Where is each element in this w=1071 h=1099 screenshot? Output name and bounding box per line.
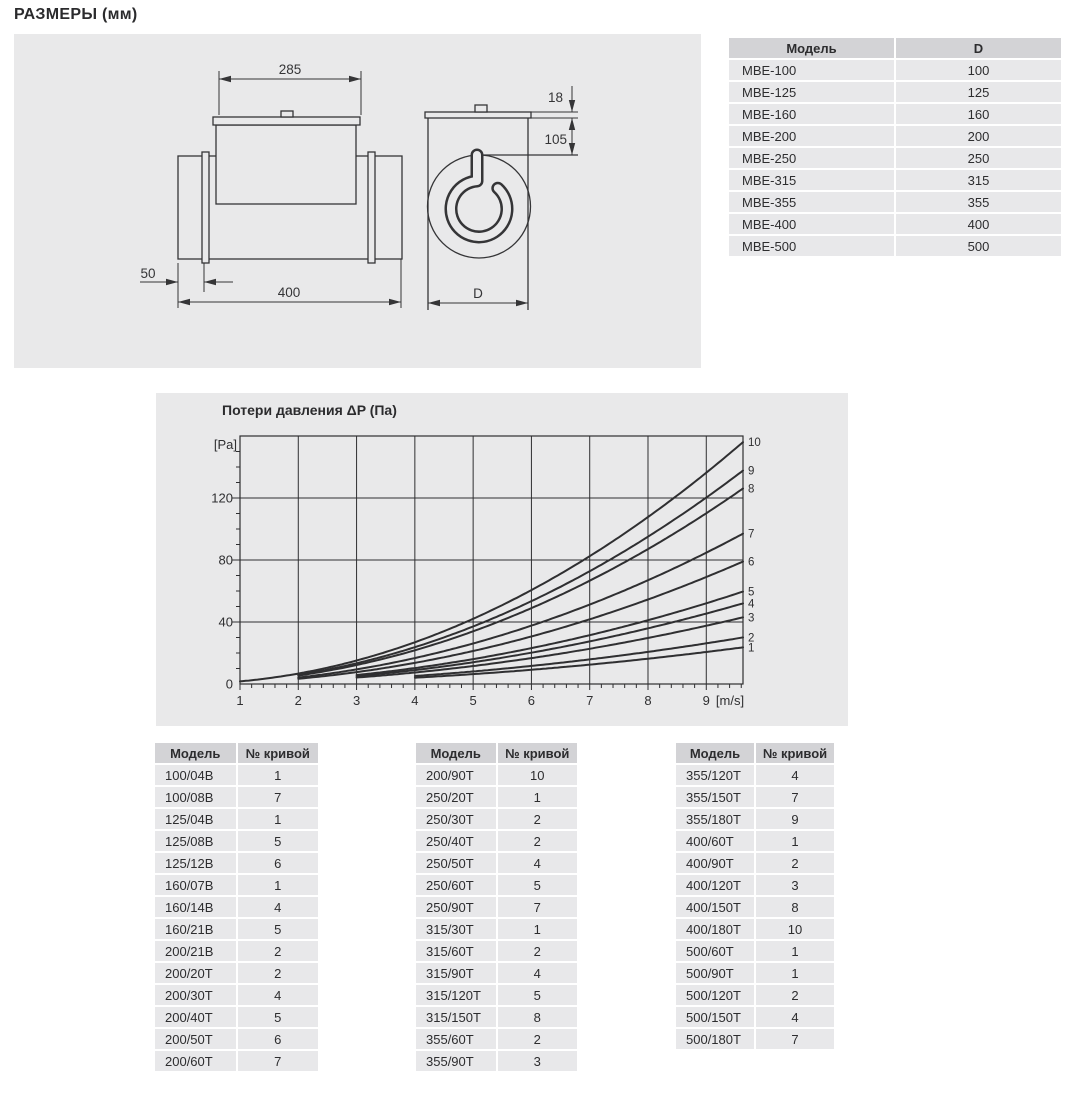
table-row — [729, 236, 1061, 256]
column-header: № кривой — [238, 743, 319, 763]
model-cell: МВЕ-500 — [729, 236, 894, 256]
model-cell: 500/90Т — [676, 963, 754, 983]
column-header: № кривой — [498, 743, 578, 763]
value-cell: 355 — [896, 192, 1061, 212]
table-row — [416, 1007, 577, 1027]
model-cell: 160/07В — [155, 875, 236, 895]
value-cell: 7 — [238, 787, 319, 807]
flange-left — [202, 152, 209, 263]
table-row — [676, 963, 834, 983]
column-header: Модель — [155, 743, 236, 763]
table-row — [155, 985, 318, 1005]
y-axis-tick-label: 0 — [225, 676, 233, 692]
value-cell: 4 — [238, 985, 319, 1005]
curve-table-2 — [414, 741, 579, 1073]
value-cell: 2 — [238, 963, 319, 983]
model-cell: 200/30Т — [155, 985, 236, 1005]
model-cell: 355/90Т — [416, 1051, 496, 1071]
value-cell: 6 — [238, 853, 319, 873]
table-row — [676, 919, 834, 939]
value-cell: 1 — [756, 963, 834, 983]
table-row — [676, 1029, 834, 1049]
curve-table-1-grid — [153, 741, 320, 1073]
table-row — [416, 765, 577, 785]
value-cell: 3 — [498, 1051, 578, 1071]
curve-label-4: 4 — [748, 598, 755, 611]
dim-label-flange-offset: 50 — [140, 266, 156, 281]
value-cell: 5 — [238, 831, 319, 851]
table-row — [155, 809, 318, 829]
table-row — [416, 875, 577, 895]
table-row — [155, 897, 318, 917]
value-cell: 2 — [756, 985, 834, 1005]
model-cell: 500/60Т — [676, 941, 754, 961]
model-cell: 500/180Т — [676, 1029, 754, 1049]
table-row — [155, 963, 318, 983]
value-cell: 1 — [498, 787, 578, 807]
curve-label-7: 7 — [748, 528, 755, 541]
model-cell: 250/50Т — [416, 853, 496, 873]
pressure-loss-chart — [156, 393, 848, 726]
model-cell: 250/40Т — [416, 831, 496, 851]
model-cell: 400/60Т — [676, 831, 754, 851]
table-row — [416, 919, 577, 939]
model-cell: 160/14В — [155, 897, 236, 917]
value-cell: 4 — [238, 897, 319, 917]
pressure-loss-chart-panel — [156, 393, 848, 726]
y-axis-tick-label: 80 — [218, 552, 233, 568]
model-cell: МВЕ-100 — [729, 60, 894, 80]
column-header: Модель — [729, 38, 894, 58]
table-row — [155, 853, 318, 873]
table-row — [416, 831, 577, 851]
flange-right — [368, 152, 375, 263]
model-cell: 355/60Т — [416, 1029, 496, 1049]
value-cell: 6 — [238, 1029, 319, 1049]
curve-table-1 — [153, 741, 320, 1073]
value-cell: 2 — [498, 831, 578, 851]
model-diameter-table — [727, 36, 1063, 258]
table-row — [676, 853, 834, 873]
cable-gland-side — [281, 111, 293, 117]
value-cell: 2 — [756, 853, 834, 873]
model-diameter-table-grid — [727, 36, 1063, 258]
table-row — [155, 875, 318, 895]
model-cell: 200/60Т — [155, 1051, 236, 1071]
value-cell: 5 — [498, 985, 578, 1005]
model-cell: МВЕ-400 — [729, 214, 894, 234]
technical-drawing — [14, 34, 701, 368]
table-row — [155, 787, 318, 807]
model-cell: 250/20Т — [416, 787, 496, 807]
x-axis-tick-label: 9 — [702, 693, 710, 708]
curve-table-3 — [674, 741, 836, 1051]
value-cell: 4 — [498, 963, 578, 983]
model-cell: 100/08В — [155, 787, 236, 807]
table-row — [676, 765, 834, 785]
model-cell: 355/120Т — [676, 765, 754, 785]
table-row — [729, 82, 1061, 102]
table-row — [416, 985, 577, 1005]
model-cell: 355/180Т — [676, 809, 754, 829]
table-row — [416, 809, 577, 829]
curve-label-2: 2 — [748, 632, 755, 645]
value-cell: 7 — [238, 1051, 319, 1071]
table-row — [676, 787, 834, 807]
model-cell: МВЕ-315 — [729, 170, 894, 190]
table-row — [416, 963, 577, 983]
value-cell: 160 — [896, 104, 1061, 124]
table-row — [155, 1051, 318, 1071]
value-cell: 1 — [756, 941, 834, 961]
model-cell: МВЕ-355 — [729, 192, 894, 212]
model-cell: 200/20Т — [155, 963, 236, 983]
column-header: Модель — [416, 743, 496, 763]
curve-label-8: 8 — [748, 483, 755, 496]
table-row — [416, 787, 577, 807]
table-row — [676, 897, 834, 917]
value-cell: 1 — [238, 875, 319, 895]
table-row — [676, 831, 834, 851]
x-axis-tick-label: 2 — [294, 693, 302, 708]
x-axis-tick-label: 3 — [352, 693, 361, 708]
table-row — [729, 192, 1061, 212]
value-cell: 2 — [238, 941, 319, 961]
model-cell: 100/04В — [155, 765, 236, 785]
y-axis-unit-label: [Pa] — [213, 437, 237, 452]
table-row — [676, 1007, 834, 1027]
x-axis-tick-label: 6 — [527, 693, 536, 708]
pressure-curve-10 — [240, 442, 743, 681]
value-cell: 9 — [756, 809, 834, 829]
curve-table-2-grid — [414, 741, 579, 1073]
dim-label-box-height: 105 — [544, 132, 567, 147]
table-row — [676, 809, 834, 829]
curve-label-10: 10 — [748, 437, 761, 450]
y-axis-tick-label: 120 — [211, 490, 233, 506]
value-cell: 10 — [756, 919, 834, 939]
table-row — [676, 985, 834, 1005]
table-row — [155, 1029, 318, 1049]
dim-label-cover-height: 18 — [547, 90, 563, 105]
model-cell: 315/150Т — [416, 1007, 496, 1027]
curve-label-9: 9 — [748, 465, 755, 478]
dimensions-drawing-panel — [14, 34, 701, 368]
value-cell: 2 — [498, 941, 578, 961]
value-cell: 100 — [896, 60, 1061, 80]
value-cell: 7 — [756, 787, 834, 807]
value-cell: 10 — [498, 765, 578, 785]
value-cell: 5 — [238, 919, 319, 939]
table-row — [416, 941, 577, 961]
terminal-box-cover-side — [213, 117, 360, 125]
table-row — [416, 853, 577, 873]
value-cell: 2 — [498, 1029, 578, 1049]
dim-label-diameter: D — [473, 286, 483, 301]
model-cell: 315/90Т — [416, 963, 496, 983]
model-cell: 400/180Т — [676, 919, 754, 939]
value-cell: 1 — [238, 809, 319, 829]
curve-label-3: 3 — [748, 612, 755, 625]
curve-label-5: 5 — [748, 586, 755, 599]
dim-label-total-length: 400 — [277, 285, 301, 300]
value-cell: 4 — [756, 765, 834, 785]
value-cell: 8 — [498, 1007, 578, 1027]
value-cell: 3 — [756, 875, 834, 895]
model-cell: 125/04В — [155, 809, 236, 829]
model-cell: МВЕ-160 — [729, 104, 894, 124]
value-cell: 1 — [756, 831, 834, 851]
table-row — [155, 919, 318, 939]
x-axis-tick-label: 5 — [469, 693, 477, 708]
x-axis-tick-label: 8 — [644, 693, 652, 708]
terminal-box-cover-front — [425, 112, 531, 118]
x-axis-tick-label: 4 — [411, 693, 419, 708]
x-axis-unit-label: [m/s] — [715, 693, 745, 708]
cable-gland-front — [475, 105, 487, 112]
column-header: D — [896, 38, 1061, 58]
value-cell: 315 — [896, 170, 1061, 190]
model-cell: 400/150Т — [676, 897, 754, 917]
table-row — [729, 170, 1061, 190]
table-row — [416, 1029, 577, 1049]
value-cell: 4 — [756, 1007, 834, 1027]
value-cell: 5 — [238, 1007, 319, 1027]
y-axis-tick-label: 40 — [218, 614, 233, 630]
model-cell: 125/08В — [155, 831, 236, 851]
column-header: Модель — [676, 743, 754, 763]
x-axis-tick-label: 7 — [586, 693, 594, 708]
value-cell: 8 — [756, 897, 834, 917]
model-cell: 315/60Т — [416, 941, 496, 961]
column-header: № кривой — [756, 743, 834, 763]
model-cell: 500/120Т — [676, 985, 754, 1005]
dim-label-top-width: 285 — [278, 62, 302, 77]
table-row — [155, 1007, 318, 1027]
table-row — [416, 897, 577, 917]
value-cell: 250 — [896, 148, 1061, 168]
value-cell: 400 — [896, 214, 1061, 234]
table-row — [416, 1051, 577, 1071]
curve-table-3-grid — [674, 741, 836, 1051]
model-cell: 315/120Т — [416, 985, 496, 1005]
table-row — [729, 126, 1061, 146]
model-cell: 250/30Т — [416, 809, 496, 829]
model-cell: 125/12В — [155, 853, 236, 873]
model-cell: МВЕ-250 — [729, 148, 894, 168]
table-row — [729, 148, 1061, 168]
model-cell: 200/40Т — [155, 1007, 236, 1027]
model-cell: 200/50Т — [155, 1029, 236, 1049]
model-cell: 400/120Т — [676, 875, 754, 895]
model-cell: 250/90Т — [416, 897, 496, 917]
value-cell: 4 — [498, 853, 578, 873]
model-cell: 500/150Т — [676, 1007, 754, 1027]
model-cell: МВЕ-200 — [729, 126, 894, 146]
curve-label-6: 6 — [748, 556, 755, 569]
table-row — [155, 941, 318, 961]
model-cell: 200/90Т — [416, 765, 496, 785]
model-cell: 400/90Т — [676, 853, 754, 873]
table-row — [729, 104, 1061, 124]
table-row — [676, 875, 834, 895]
page-title: РАЗМЕРЫ (мм) — [14, 6, 138, 23]
value-cell: 1 — [238, 765, 319, 785]
curve-label-1: 1 — [748, 642, 755, 655]
value-cell: 7 — [498, 897, 578, 917]
table-row — [155, 831, 318, 851]
model-cell: 200/21В — [155, 941, 236, 961]
value-cell: 125 — [896, 82, 1061, 102]
model-cell: 250/60Т — [416, 875, 496, 895]
value-cell: 5 — [498, 875, 578, 895]
value-cell: 1 — [498, 919, 578, 939]
table-row — [676, 941, 834, 961]
value-cell: 200 — [896, 126, 1061, 146]
model-cell: МВЕ-125 — [729, 82, 894, 102]
x-axis-tick-label: 1 — [236, 693, 244, 708]
model-cell: 355/150Т — [676, 787, 754, 807]
table-row — [729, 214, 1061, 234]
pressure-curve-9 — [298, 471, 743, 675]
value-cell: 2 — [498, 809, 578, 829]
value-cell: 7 — [756, 1029, 834, 1049]
model-cell: 160/21В — [155, 919, 236, 939]
terminal-box-side — [216, 125, 356, 204]
table-row — [155, 765, 318, 785]
model-cell: 315/30Т — [416, 919, 496, 939]
chart-title: Потери давления ΔP (Па) — [222, 402, 397, 418]
table-row — [729, 60, 1061, 80]
value-cell: 500 — [896, 236, 1061, 256]
